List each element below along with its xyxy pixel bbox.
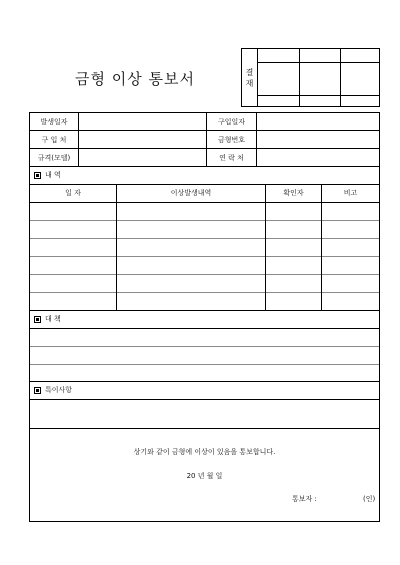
reporter-label: 통보자 : <box>292 495 317 503</box>
column-header-remarks: 비고 <box>343 189 358 197</box>
supplier-label: 구 입 처 <box>41 135 67 144</box>
model-label: 규격(모델) <box>37 153 71 162</box>
section-bullet-icon <box>34 316 41 323</box>
row-line <box>30 130 379 131</box>
approval-signature-cell[interactable] <box>341 63 379 94</box>
measures-field[interactable] <box>31 329 378 380</box>
approval-row-line <box>258 95 379 96</box>
supplier-field[interactable] <box>79 132 205 148</box>
special-notes-section-header: 특이사항 <box>34 381 72 399</box>
table-row[interactable] <box>31 239 378 255</box>
measures-section-header: 대 책 <box>34 310 61 328</box>
row-line <box>30 310 379 311</box>
table-row[interactable] <box>31 293 378 309</box>
approval-box <box>241 48 380 107</box>
details-section-header: 내 역 <box>34 166 61 184</box>
reporter-name-field[interactable] <box>330 493 360 505</box>
mold-number-label: 금형번호 <box>217 135 246 144</box>
purchase-date-label: 구입일자 <box>217 117 246 126</box>
contact-label: 연 락 처 <box>219 153 244 162</box>
table-row[interactable] <box>31 203 378 219</box>
report-date: 20 년 월 일 <box>186 472 223 480</box>
row-line <box>30 148 379 149</box>
column-header-date: 일 자 <box>65 189 81 197</box>
notice-text: 상기와 같이 금형에 이상이 있음을 통보합니다. <box>133 448 276 456</box>
section-bullet-icon <box>34 387 41 394</box>
table-row[interactable] <box>31 221 378 237</box>
column-header-checker: 확인자 <box>283 189 304 197</box>
contact-field[interactable] <box>257 150 379 166</box>
section-bullet-icon <box>34 172 41 179</box>
document-title: 금형 이상 통보서 <box>75 70 195 88</box>
row-line <box>30 166 379 167</box>
approval-label: 결 재 <box>242 49 258 106</box>
report-form <box>29 112 380 522</box>
table-row[interactable] <box>31 257 378 273</box>
model-field[interactable] <box>79 150 205 166</box>
approval-signature-cell[interactable] <box>259 63 298 94</box>
row-line <box>30 428 379 429</box>
occurrence-date-label: 발생일자 <box>40 117 68 126</box>
approval-signature-cell[interactable] <box>300 63 339 94</box>
mold-number-field[interactable] <box>257 132 379 148</box>
seal-mark: (인) <box>363 495 376 503</box>
purchase-date-field[interactable] <box>257 114 379 130</box>
occurrence-date-field[interactable] <box>79 114 205 130</box>
special-notes-field[interactable] <box>31 400 378 427</box>
row-line <box>30 381 379 382</box>
column-header-issue: 이상발생내역 <box>170 189 212 197</box>
table-row[interactable] <box>31 275 378 291</box>
